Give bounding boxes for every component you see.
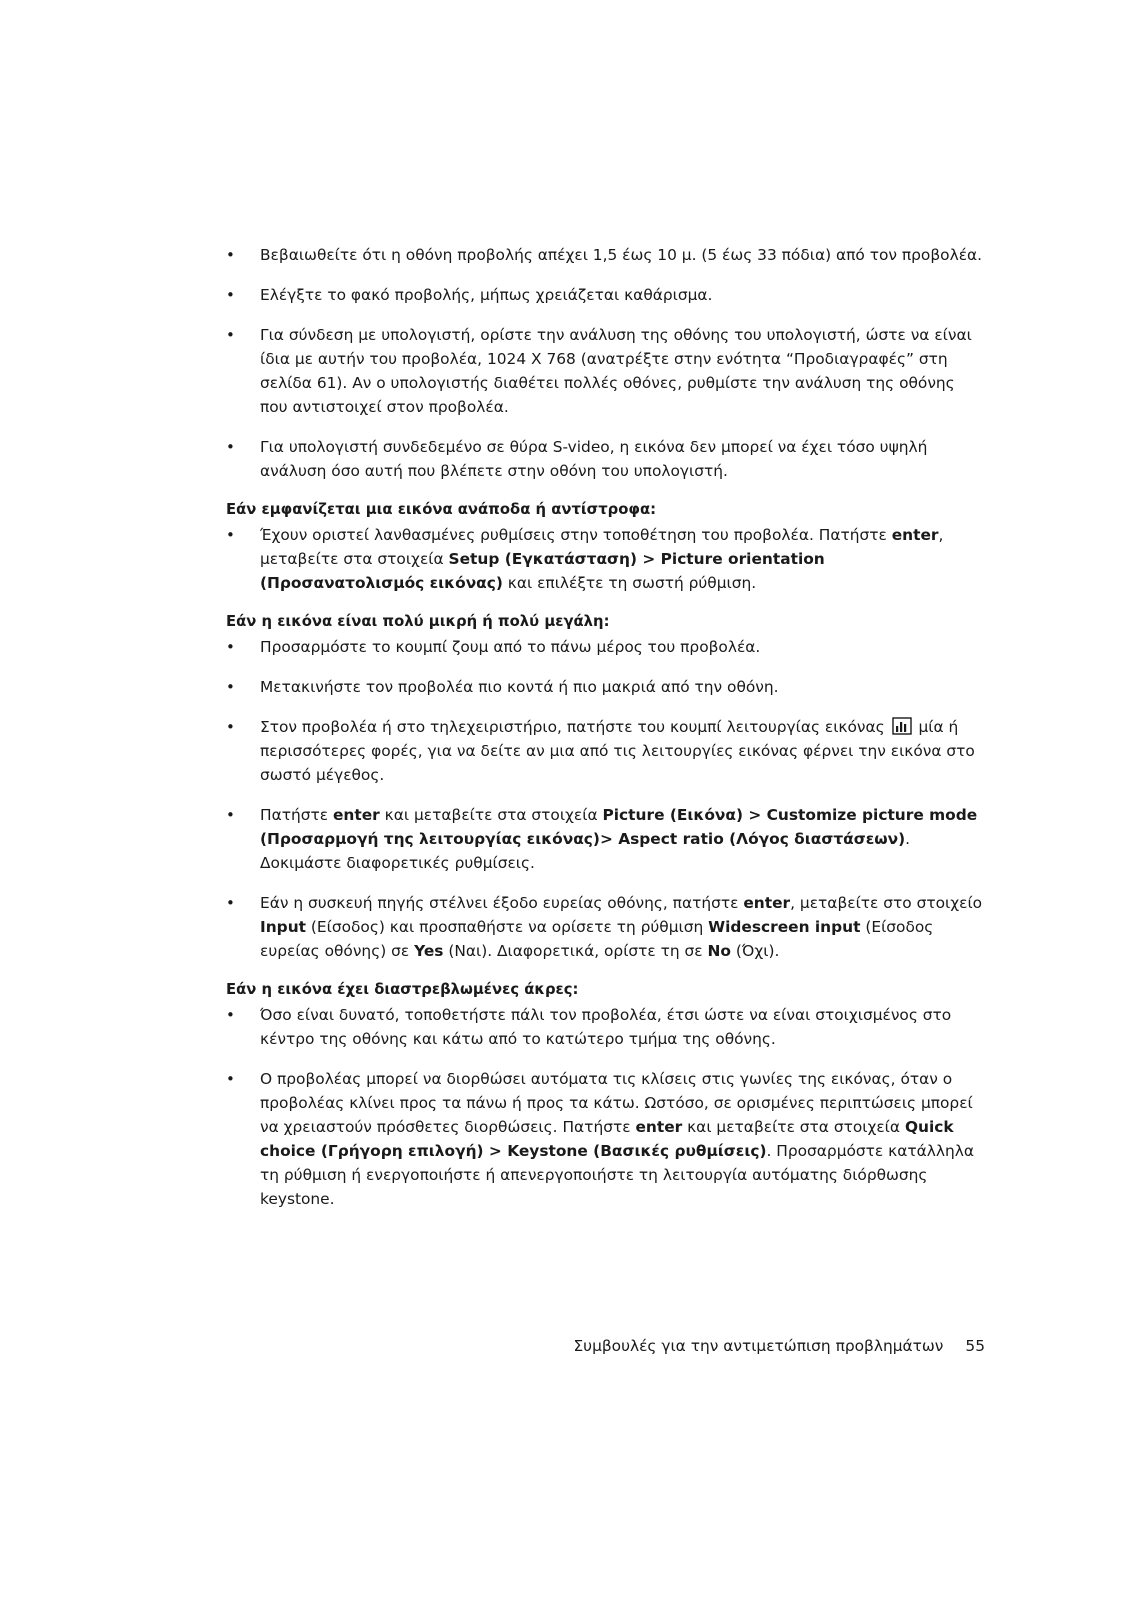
text-run: . Δοκιμάστε διαφορετικές ρυθμίσεις. xyxy=(260,830,911,872)
text-run: Ο προβολέας μπορεί να διορθώσει αυτόματα τις κλίσεις στις γωνίες της εικόνας, όταν ο προβολέας κλίνει προς τα πάνω ή προς τα κάτω. Ωστόσο, σε ορισμένες περιπτώσεις μπορεί να χρειαστούν πρόσθετες διορθώσεις. Πατήστε xyxy=(260,1070,973,1136)
bullet-item xyxy=(226,323,986,419)
section xyxy=(226,611,986,963)
bold-term: Picture (Εικόνα) > Customize picture mode (Προσαρμογή της λειτουργίας εικόνας)> Aspect ratio (Λόγος διαστάσεων) xyxy=(260,806,978,848)
troubleshooting-content xyxy=(226,243,986,1227)
bullet-list xyxy=(226,635,986,963)
bullet-marker: • xyxy=(226,718,235,736)
bold-term: No xyxy=(707,942,731,960)
text-run: (Είσοδος ευρείας οθόνης) σε xyxy=(260,918,934,960)
text-run: , μεταβείτε στα στοιχεία xyxy=(260,526,944,568)
picture-mode-icon xyxy=(892,717,912,735)
bold-term: Quick choice (Γρήγορη επιλογή) > Keystone (Βασικές ρυθμίσεις) xyxy=(260,1118,954,1160)
text-run: Για σύνδεση με υπολογιστή, ορίστε την ανάλυση της οθόνης του υπολογιστή, ώστε να είναι ίδια με αυτήν του προβολέα, 1024 X 768 (ανατρέξτε στην ενότητα “Προδιαγραφές” στη σελίδα 61). Αν ο υπολογιστής διαθέτει πολλές οθόνες, ρυθμίστε την ανάλυση της οθόνης που αντιστοιχεί στον προβολέα. xyxy=(260,326,972,416)
bullet-list xyxy=(226,243,986,483)
text-run: Εάν η συσκευή πηγής στέλνει έξοδο ευρείας οθόνης, πατήστε xyxy=(260,894,744,912)
bullet-item xyxy=(226,891,986,963)
text-run: (Είσοδος) και προσπαθήστε να ορίσετε τη ρύθμιση xyxy=(306,918,709,936)
section xyxy=(226,979,986,1211)
text-run: και μεταβείτε στα στοιχεία xyxy=(682,1118,905,1136)
bullet-item xyxy=(226,283,986,307)
text-run: Έχουν οριστεί λανθασμένες ρυθμίσεις στην τοποθέτηση του προβολέα. Πατήστε xyxy=(260,526,892,544)
bold-term: enter xyxy=(743,894,791,912)
bullet-marker: • xyxy=(226,326,235,344)
bullet-marker: • xyxy=(226,246,235,264)
bullet-item xyxy=(226,675,986,699)
text-run: Ελέγξτε το φακό προβολής, μήπως χρειάζεται καθάρισμα. xyxy=(260,286,713,304)
text-run: (Ναι). Διαφορετικά, ορίστε τη σε xyxy=(443,942,708,960)
text-run: Όσο είναι δυνατό, τοποθετήστε πάλι τον προβολέα, έτσι ώστε να είναι στοιχισμένος στο κέντρο της οθόνης και κάτω από το κατώτερο τμήμα της οθόνης. xyxy=(260,1006,952,1048)
text-run: Μετακινήστε τον προβολέα πιο κοντά ή πιο μακριά από την οθόνη. xyxy=(260,678,779,696)
bullet-marker: • xyxy=(226,526,235,544)
section-heading: Εάν εμφανίζεται μια εικόνα ανάποδα ή αντίστροφα: xyxy=(226,501,657,518)
bold-term: enter xyxy=(635,1118,683,1136)
section xyxy=(226,243,986,483)
bullet-marker: • xyxy=(226,286,235,304)
footer-section-title: Συμβουλές για την αντιμετώπιση προβλημάτων xyxy=(573,1337,944,1355)
text-run: και μεταβείτε στα στοιχεία xyxy=(379,806,603,824)
bold-term: Widescreen input xyxy=(708,918,861,936)
bullet-marker: • xyxy=(226,1006,235,1024)
bold-term: Input xyxy=(260,918,307,936)
bold-term: Setup (Εγκατάσταση) > Picture orientation (Προσανατολισμός εικόνας) xyxy=(260,550,825,592)
page-footer xyxy=(0,1334,985,1358)
text-run: Πατήστε xyxy=(260,806,333,824)
text-run: Προσαρμόστε το κουμπί ζουμ από το πάνω μέρος του προβολέα. xyxy=(260,638,761,656)
bullet-marker: • xyxy=(226,894,235,912)
section xyxy=(226,499,986,595)
bullet-item xyxy=(226,435,986,483)
section-heading: Εάν η εικόνα είναι πολύ μικρή ή πολύ μεγάλη: xyxy=(226,613,610,630)
bold-term: enter xyxy=(332,806,380,824)
text-run: , μεταβείτε στο στοιχείο xyxy=(790,894,983,912)
bold-term: Yes xyxy=(414,942,444,960)
text-run: και επιλέξτε τη σωστή ρύθμιση. xyxy=(502,574,757,592)
bullet-item xyxy=(226,803,986,875)
text-run: . Προσαρμόστε κατάλληλα τη ρύθμιση ή ενεργοποιήστε ή απενεργοποιήστε τη λειτουργία αυτόματης διόρθωσης keystone. xyxy=(260,1142,974,1208)
bold-term: enter xyxy=(891,526,939,544)
bullet-marker: • xyxy=(226,638,235,656)
bullet-item xyxy=(226,715,986,787)
bullet-item xyxy=(226,1003,986,1051)
bullet-list xyxy=(226,523,986,595)
bullet-marker: • xyxy=(226,438,235,456)
bullet-marker: • xyxy=(226,678,235,696)
text-run: μία ή περισσότερες φορές, για να δείτε αν μια από τις λειτουργίες εικόνας φέρνει την εικόνα στο σωστό μέγεθος. xyxy=(260,718,975,784)
section-heading: Εάν η εικόνα έχει διαστρεβλωμένες άκρες: xyxy=(226,981,579,998)
text-run: (Όχι). xyxy=(730,942,780,960)
bullet-marker: • xyxy=(226,1070,235,1088)
bullet-item xyxy=(226,1067,986,1211)
bullet-list xyxy=(226,1003,986,1211)
bullet-item xyxy=(226,635,986,659)
text-run: Βεβαιωθείτε ότι η οθόνη προβολής απέχει 1,5 έως 10 μ. (5 έως 33 πόδια) από τον προβολέα. xyxy=(260,246,983,264)
text-run: Για υπολογιστή συνδεδεμένο σε θύρα S-video, η εικόνα δεν μπορεί να έχει τόσο υψηλή ανάλυση όσο αυτή που βλέπετε στην οθόνη του υπολογιστή. xyxy=(260,438,928,480)
page-number: 55 xyxy=(965,1337,985,1355)
text-run: Στον προβολέα ή στο τηλεχειριστήριο, πατήστε του κουμπί λειτουργίας εικόνας xyxy=(260,718,890,736)
bullet-item xyxy=(226,523,986,595)
bullet-marker: • xyxy=(226,806,235,824)
bullet-item xyxy=(226,243,986,267)
